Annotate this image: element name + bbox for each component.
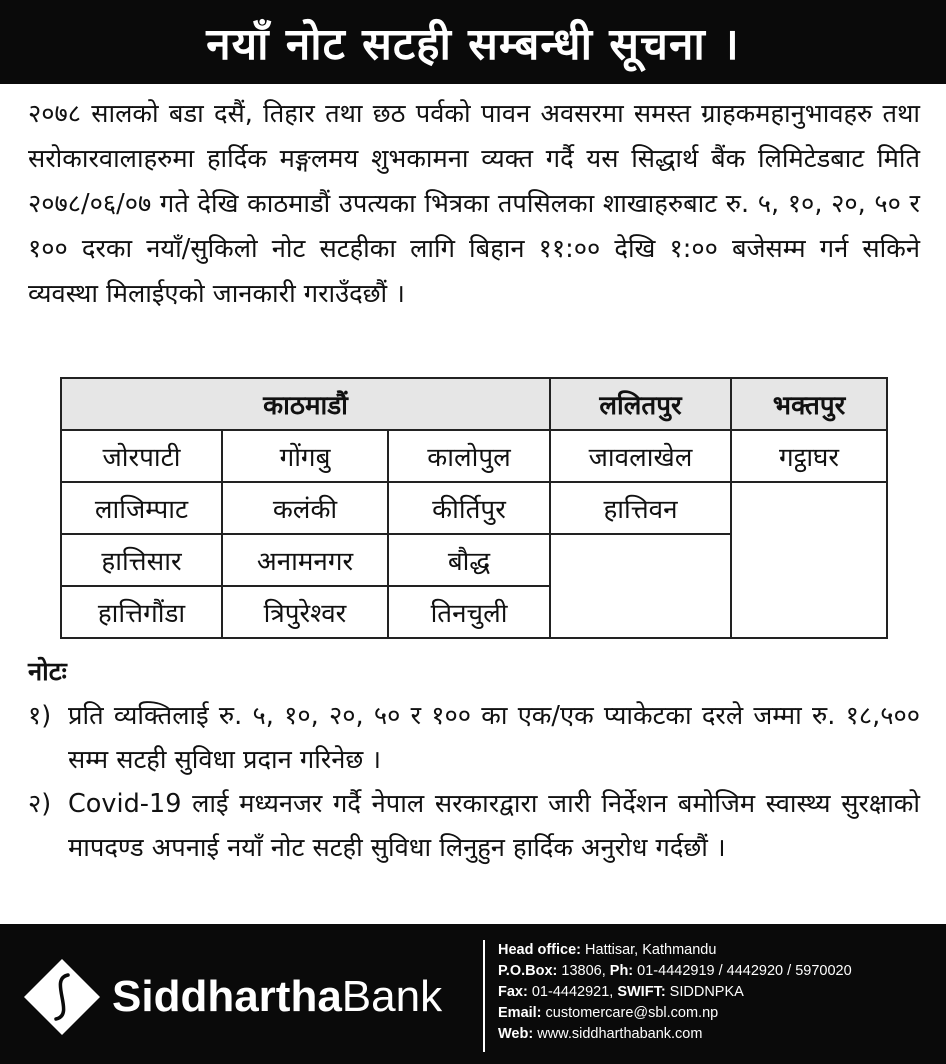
contact-email[interactable]: customercare@sbl.com.np [541, 1005, 719, 1021]
branch-cell: जोरपाटी [61, 430, 222, 482]
intro-paragraph: २०७८ सालको बडा दसैं, तिहार तथा छठ पर्वको पावन अवसरमा समस्त ग्राहकमहानुभावहरु तथा सरोकारवालाहरुमा हार्दिक मङ्गलमय शुभकामना व्यक्त गर्दै यस सिद्धार्थ बैंक लिमिटेडबाट मिति २०७८/०६/०७ गते देखि काठमाडौं उपत्यका भित्रका तपसिलका शाखाहरुबाट रु. ५, १०, २०, ५० र १०० दरका नयाँ/सुकिलो नोट सटहीका लागि बिहान ११:०० देखि १:०० बजेसम्म गर्न सकिने व्यवस्था मिलाईएको जानकारी गराउँदछौं । [28, 99, 920, 309]
branch-cell: कलंकी [222, 482, 388, 534]
contact-info [498, 940, 938, 1045]
branch-cell: गट्ठाघर [731, 430, 887, 482]
contact-label: Email: [498, 1005, 542, 1021]
branch-cell: जावलाखेल [550, 430, 731, 482]
branch-cell: लाजिम्पाट [61, 482, 222, 534]
header-lalitpur: ललितपुर [550, 378, 731, 430]
contact-line [498, 1024, 938, 1045]
contact-value: 13806, [557, 963, 610, 979]
contact-value: 01-4442919 / 4442920 / 5970020 [633, 963, 852, 979]
contact-value: Hattisar, Kathmandu [581, 942, 717, 958]
notice-title: नयाँ नोट सटही सम्बन्धी सूचना । [206, 19, 740, 70]
branch-cell: हात्तिसार [61, 534, 222, 586]
header-bhaktapur: भक्तपुर [731, 378, 887, 430]
logo-regular: Bank [341, 972, 443, 1021]
branch-cell: बौद्ध [388, 534, 550, 586]
contact-label: P.O.Box: [498, 963, 558, 979]
bank-logo-text [112, 972, 442, 1022]
notes-label: नोटः [28, 657, 67, 687]
notice-title-bar [0, 0, 946, 84]
notes-section [28, 650, 920, 870]
branch-cell: हात्तिगौंडा [61, 586, 222, 638]
contact-label: Ph: [609, 963, 634, 979]
contact-value: SIDDNPKA [665, 984, 744, 1000]
branch-cell: त्रिपुरेश्वर [222, 586, 388, 638]
note-item [28, 782, 920, 870]
table-header-row [61, 378, 887, 430]
note-number: १) [28, 701, 52, 731]
contact-website[interactable]: www.siddharthabank.com [533, 1026, 703, 1042]
note-number: २) [28, 789, 52, 819]
table-row [61, 430, 887, 482]
branch-cell: कीर्तिपुर [388, 482, 550, 534]
branch-cell: कालोपुल [388, 430, 550, 482]
note-text: Covid-19 लाई मध्यनजर गर्दै नेपाल सरकारद्वारा जारी निर्देशन बमोजिम स्वास्थ्य सुरक्षाको मापदण्ड अपनाई नयाँ नोट सटही सुविधा लिनुहुन हार्दिक अनुरोध गर्दछौं । [68, 789, 920, 863]
table-row [61, 482, 887, 534]
logo-bold: Siddhartha [112, 972, 342, 1021]
branch-cell: तिनचुली [388, 586, 550, 638]
contact-value: 01-4442921, [527, 984, 618, 1000]
contact-line [498, 940, 938, 961]
branch-cell: अनामनगर [222, 534, 388, 586]
empty-cell [550, 534, 731, 638]
contact-line [498, 982, 938, 1003]
branch-table [60, 377, 888, 639]
contact-line [498, 961, 938, 982]
empty-cell [731, 482, 887, 638]
contact-line [498, 1003, 938, 1024]
contact-label: SWIFT: [617, 984, 666, 1000]
note-item [28, 694, 920, 782]
footer-divider [483, 940, 485, 1052]
branch-cell: गोंगबु [222, 430, 388, 482]
note-text: प्रति व्यक्तिलाई रु. ५, १०, २०, ५० र १०० का एक/एक प्याकेटका दरले जम्मा रु. १८,५०० सम्म सटही सुविधा प्रदान गरिनेछ । [68, 701, 920, 775]
contact-label: Fax: [498, 984, 528, 1000]
footer [0, 924, 946, 1064]
branch-cell: हात्तिवन [550, 482, 731, 534]
siddhartha-logo-icon [22, 957, 102, 1037]
contact-label: Web: [498, 1026, 534, 1042]
contact-label: Head office: [498, 942, 581, 958]
header-kathmandu: काठमाडौं [61, 378, 550, 430]
